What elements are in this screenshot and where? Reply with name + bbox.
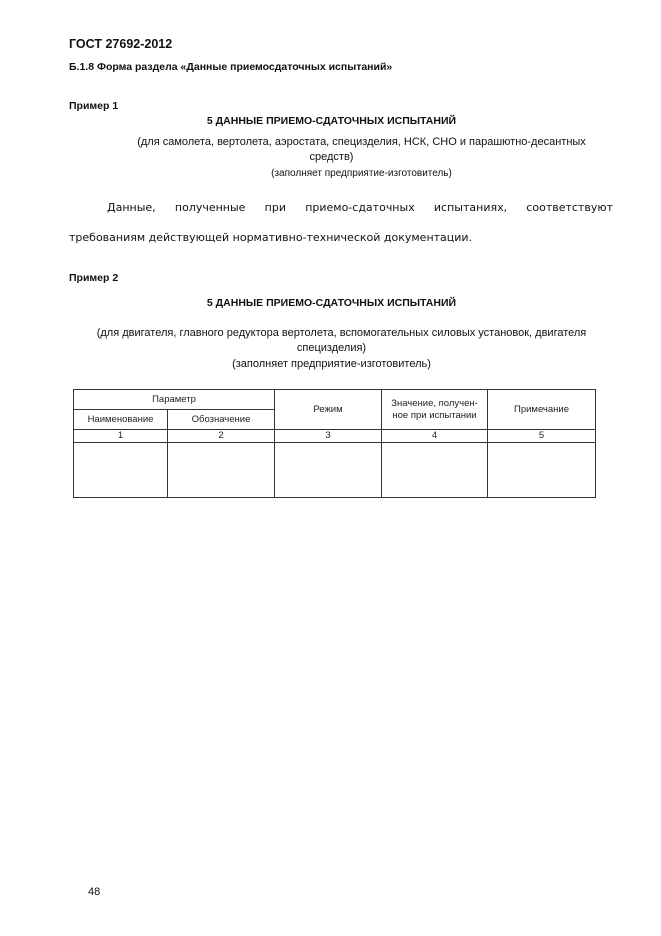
- column-number: 3: [275, 430, 382, 443]
- example-2-heading: 5 ДАННЫЕ ПРИЕМО-СДАТОЧНЫХ ИСПЫТАНИЙ: [206, 297, 457, 309]
- example-1-subtitle-line1: (для самолета, вертолета, аэростата, специзделия, НСК, СНО и парашютно-десантных: [137, 136, 586, 148]
- test-value-header: [382, 390, 488, 430]
- example-1-heading: 5 ДАННЫЕ ПРИЕМО-СДАТОЧНЫХ ИСПЫТАНИЙ: [206, 115, 457, 127]
- column-number: 1: [74, 430, 168, 443]
- empty-cell: [168, 443, 275, 498]
- column-number: 2: [168, 430, 275, 443]
- example-2-subtitle-line2: специзделия): [296, 342, 367, 354]
- designation-header: Обозначение: [168, 410, 275, 430]
- name-header: Наименование: [74, 410, 168, 430]
- column-number-row: [74, 430, 596, 443]
- empty-data-row: [74, 443, 596, 498]
- example-2-note: (заполняет предприятие-изготовитель): [232, 358, 431, 370]
- column-number: 5: [488, 430, 596, 443]
- example-2-label: Пример 2: [69, 272, 119, 284]
- example-1-subtitle-line2: средств): [309, 151, 354, 163]
- acceptance-test-data-table: [73, 389, 596, 498]
- empty-cell: [488, 443, 596, 498]
- empty-cell: [275, 443, 382, 498]
- mode-header: Режим: [275, 390, 382, 430]
- parameter-group-header: Параметр: [74, 390, 275, 410]
- example-2-subtitle-line1: (для двигателя, главного редуктора вертолета, вспомогательных силовых установок, двигателя: [96, 327, 587, 339]
- test-value-header-line1: Значение, получен-: [391, 397, 478, 409]
- empty-cell: [74, 443, 168, 498]
- example-1-body-text: [69, 193, 613, 253]
- page-number: 48: [88, 886, 101, 898]
- section-title: Б.1.8 Форма раздела «Данные приемосдаточных испытаний»: [69, 61, 393, 73]
- remark-header: Примечание: [488, 390, 596, 430]
- body-paragraph: Данные, полученные при приемо-сдаточных испытаниях, соответствуют требованиям действующей нормативно-технической документации.: [69, 201, 613, 244]
- empty-cell: [382, 443, 488, 498]
- document-code: ГОСТ 27692-2012: [69, 37, 173, 51]
- column-number: 4: [382, 430, 488, 443]
- test-value-header-line2: ное при испытании: [392, 409, 477, 421]
- example-1-label: Пример 1: [69, 100, 119, 112]
- example-1-note: (заполняет предприятие-изготовитель): [271, 168, 452, 179]
